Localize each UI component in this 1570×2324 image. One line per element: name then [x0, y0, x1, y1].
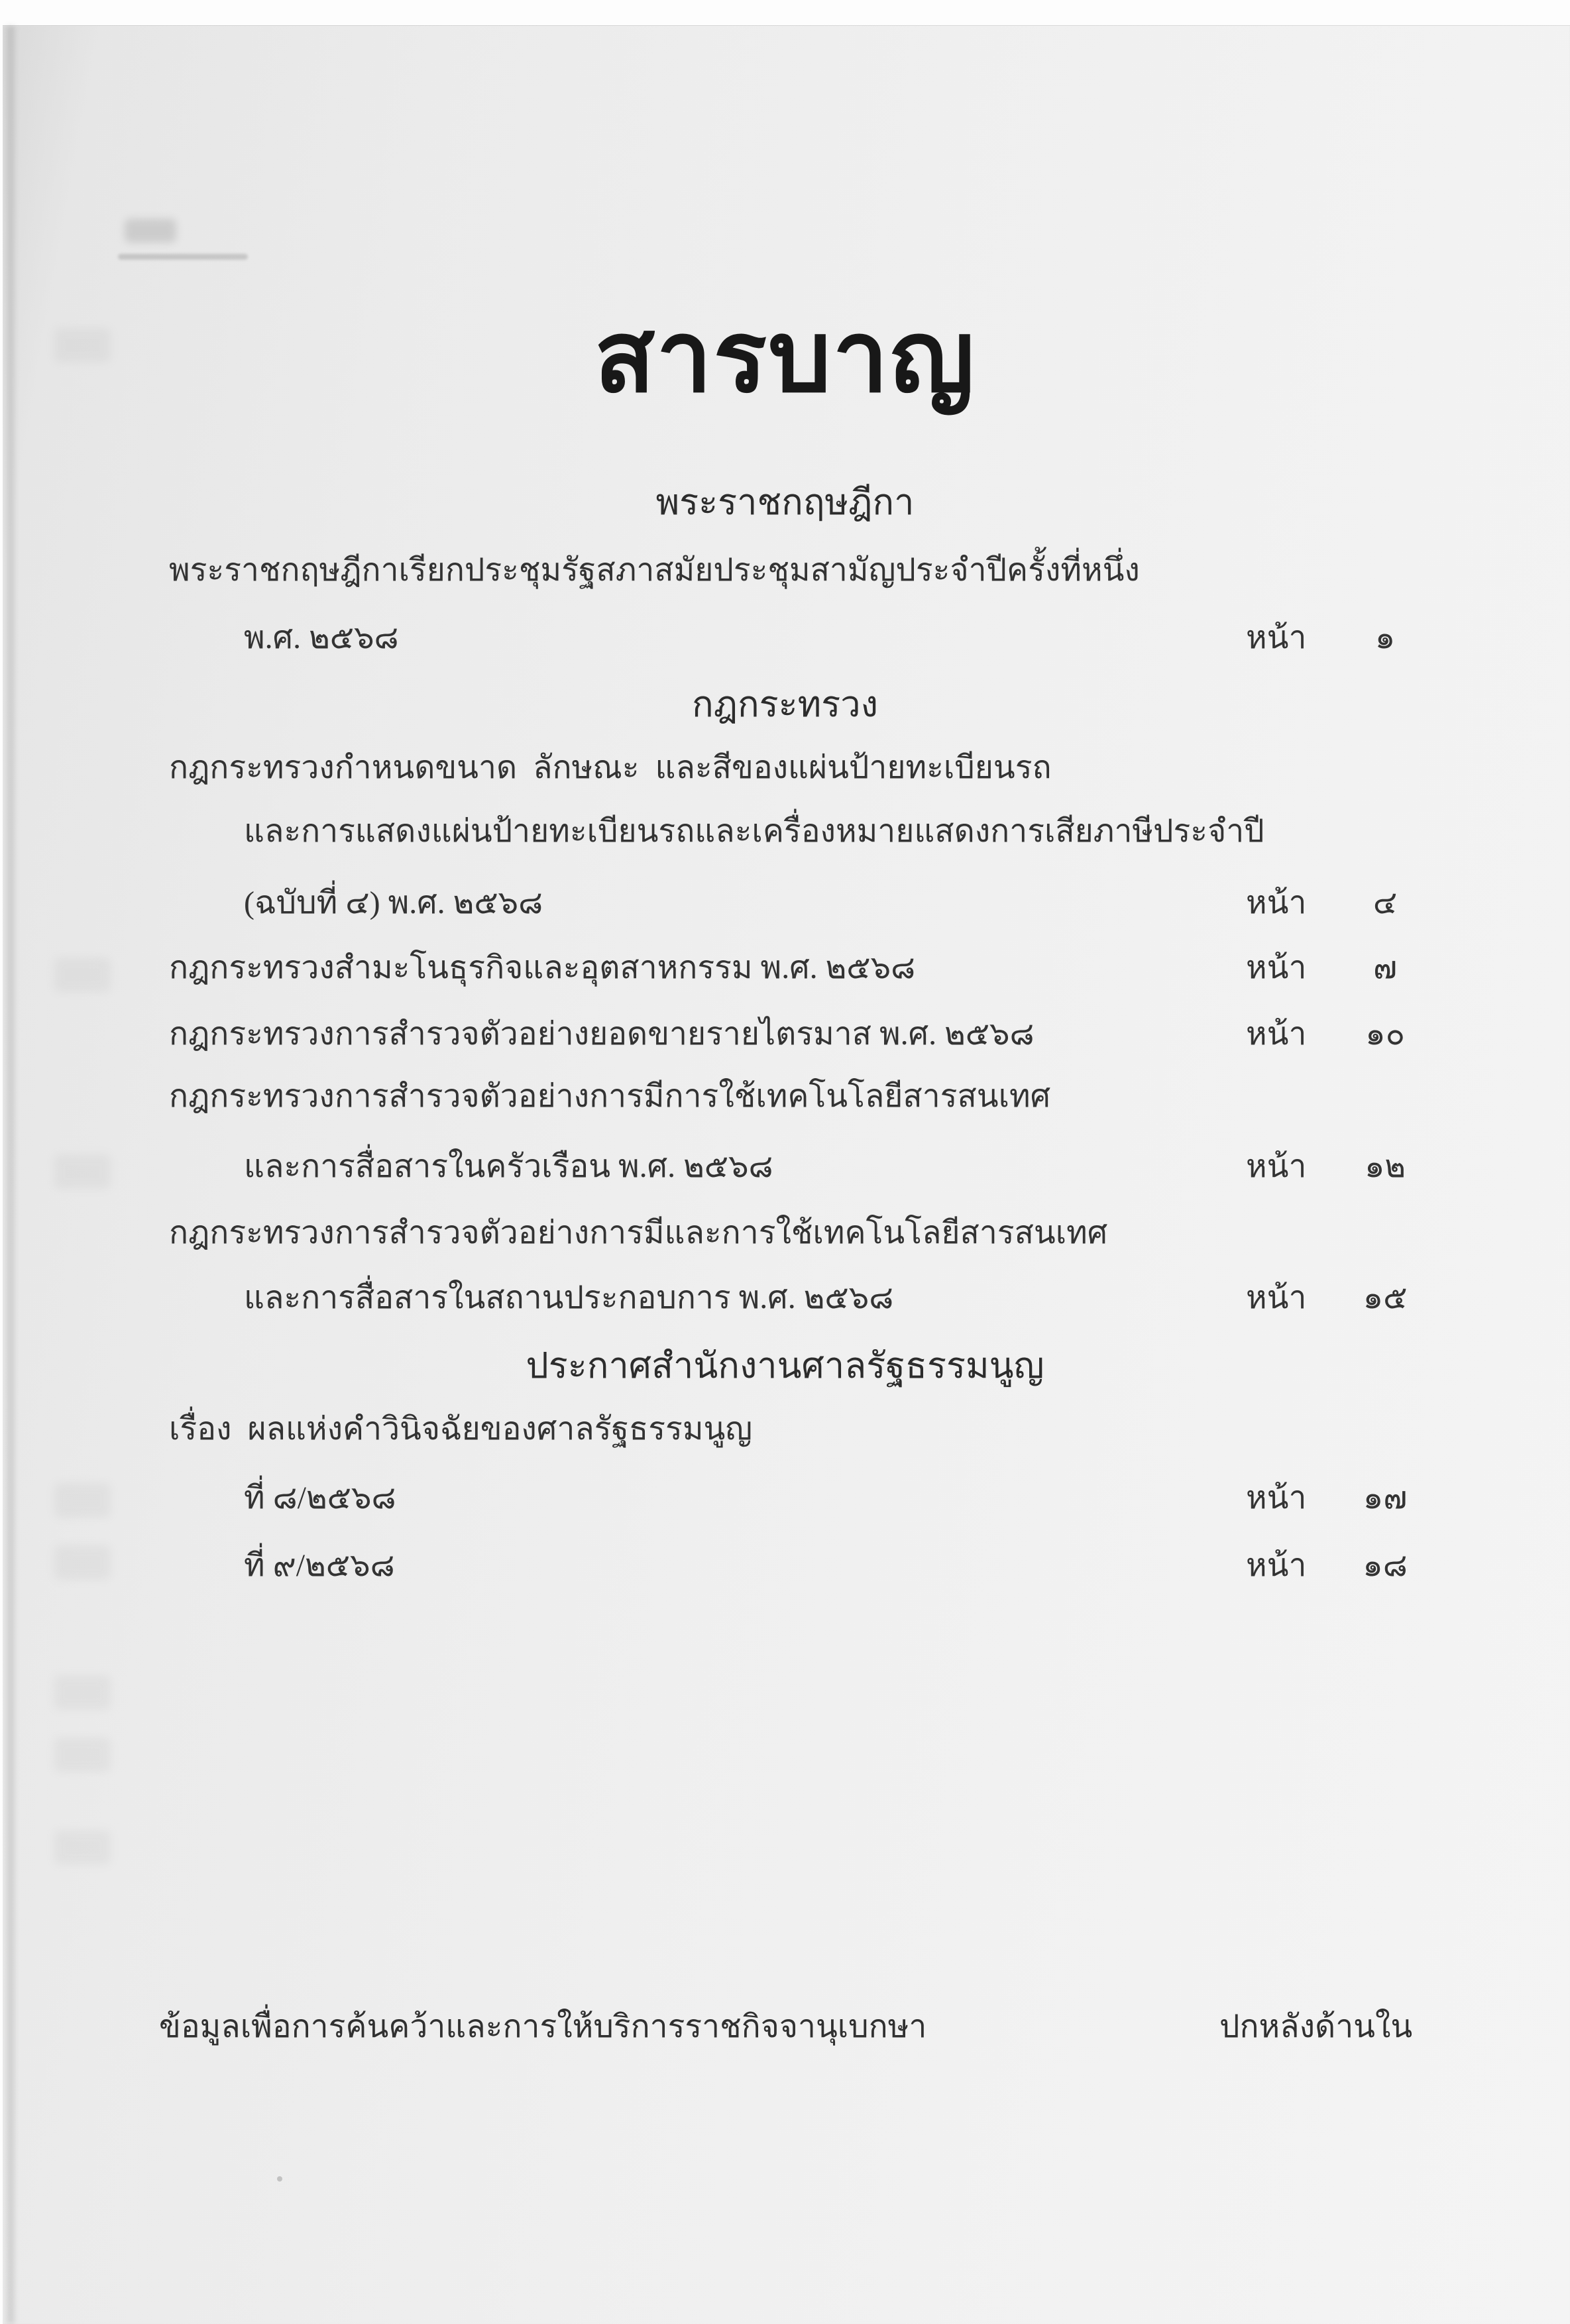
- bleedthrough-mark: [54, 1675, 111, 1710]
- toc-entry-line: กฎกระทรวงการสำรวจตัวอย่างยอดขายรายไตรมาส พ.ศ. ๒๕๖๘: [169, 1017, 1035, 1052]
- toc-entry-line: (ฉบับที่ ๔) พ.ศ. ๒๕๖๘: [244, 885, 543, 920]
- section-heading-royal-decree: พระราชกฤษฎีกา: [655, 482, 915, 522]
- toc-entry-line: กฎกระทรวงสำมะโนธุรกิจและอุตสาหกรรม พ.ศ. ๒๕๖๘: [169, 950, 916, 985]
- bleedthrough-streak: [118, 254, 248, 260]
- toc-entry-line: และการแสดงแผ่นป้ายทะเบียนรถและเครื่องหมายแสดงการเสียภาษีประจำปี: [244, 814, 1264, 849]
- toc-row: [0, 745, 1570, 791]
- toc-entry-line: กฎกระทรวงการสำรวจตัวอย่างการมีการใช้เทคโนโลยีสารสนเทศ: [169, 1079, 1051, 1114]
- page-label: หน้า: [1246, 620, 1307, 655]
- toc-row: [0, 547, 1570, 594]
- page-label: หน้า: [1246, 1280, 1307, 1315]
- toc-entry-line: เรื่อง ผลแห่งคำวินิจฉัยของศาลรัฐธรรมนูญ: [169, 1411, 753, 1447]
- toc-entry-line: และการสื่อสารในครัวเรือน พ.ศ. ๒๕๖๘: [244, 1149, 773, 1184]
- section-heading-ministerial-regulation: กฎกระทรวง: [692, 685, 878, 724]
- page-number: ๔: [1373, 885, 1398, 920]
- bleedthrough-smudge: [125, 219, 176, 243]
- toc-row: [0, 1275, 1570, 1321]
- toc-entry-line: กฎกระทรวงการสำรวจตัวอย่างการมีและการใช้เทคโนโลยีสารสนเทศ: [169, 1215, 1108, 1250]
- toc-row: [0, 945, 1570, 991]
- toc-row: [0, 880, 1570, 926]
- toc-row: [0, 808, 1570, 855]
- page-number: ๑๕: [1363, 1280, 1408, 1315]
- toc-entry-line: ที่ ๙/๒๕๖๘: [244, 1548, 395, 1583]
- footer-location-note: ปกหลังด้านใน: [1219, 2009, 1413, 2044]
- footer-note: ข้อมูลเพื่อการค้นคว้าและการให้บริการราชกิจจานุเบกษา: [159, 2009, 927, 2044]
- page-number: ๗: [1373, 950, 1398, 985]
- bleedthrough-mark: [54, 1738, 111, 1772]
- toc-row: [0, 615, 1570, 661]
- toc-row: [0, 1543, 1570, 1589]
- toc-row: [0, 1210, 1570, 1256]
- toc-row: [0, 1406, 1570, 1453]
- toc-row: [0, 1074, 1570, 1120]
- page-label: หน้า: [1246, 1548, 1307, 1583]
- toc-entry-line: ที่ ๘/๒๕๖๘: [244, 1480, 396, 1516]
- toc-row: [0, 1011, 1570, 1058]
- toc-entry-line: และการสื่อสารในสถานประกอบการ พ.ศ. ๒๕๖๘: [244, 1280, 894, 1315]
- toc-entry-line: พ.ศ. ๒๕๖๘: [244, 620, 399, 655]
- footer: [0, 2004, 1570, 2050]
- document-title: สารบาญ: [594, 303, 976, 413]
- bleedthrough-mark: [54, 1830, 111, 1865]
- speck: [277, 2176, 282, 2182]
- page-number: ๑: [1374, 620, 1396, 655]
- page-label: หน้า: [1246, 1480, 1307, 1516]
- page-label: หน้า: [1246, 950, 1307, 985]
- page-number: ๑๐: [1365, 1017, 1405, 1052]
- page-label: หน้า: [1246, 885, 1307, 920]
- toc-row: [0, 1144, 1570, 1190]
- toc-row: [0, 1475, 1570, 1522]
- page-number: ๑๘: [1363, 1548, 1408, 1583]
- page-number: ๑๒: [1364, 1149, 1406, 1184]
- page-label: หน้า: [1246, 1017, 1307, 1052]
- page-number: ๑๗: [1363, 1480, 1408, 1516]
- section-heading-constitutional-court: ประกาศสำนักงานศาลรัฐธรรมนูญ: [526, 1346, 1044, 1386]
- toc-entry-line: กฎกระทรวงกำหนดขนาด ลักษณะ และสีของแผ่นป้ายทะเบียนรถ: [169, 750, 1052, 785]
- page-label: หน้า: [1246, 1149, 1307, 1184]
- toc-entry-line: พระราชกฤษฎีกาเรียกประชุมรัฐสภาสมัยประชุมสามัญประจำปีครั้งที่หนึ่ง: [169, 553, 1140, 588]
